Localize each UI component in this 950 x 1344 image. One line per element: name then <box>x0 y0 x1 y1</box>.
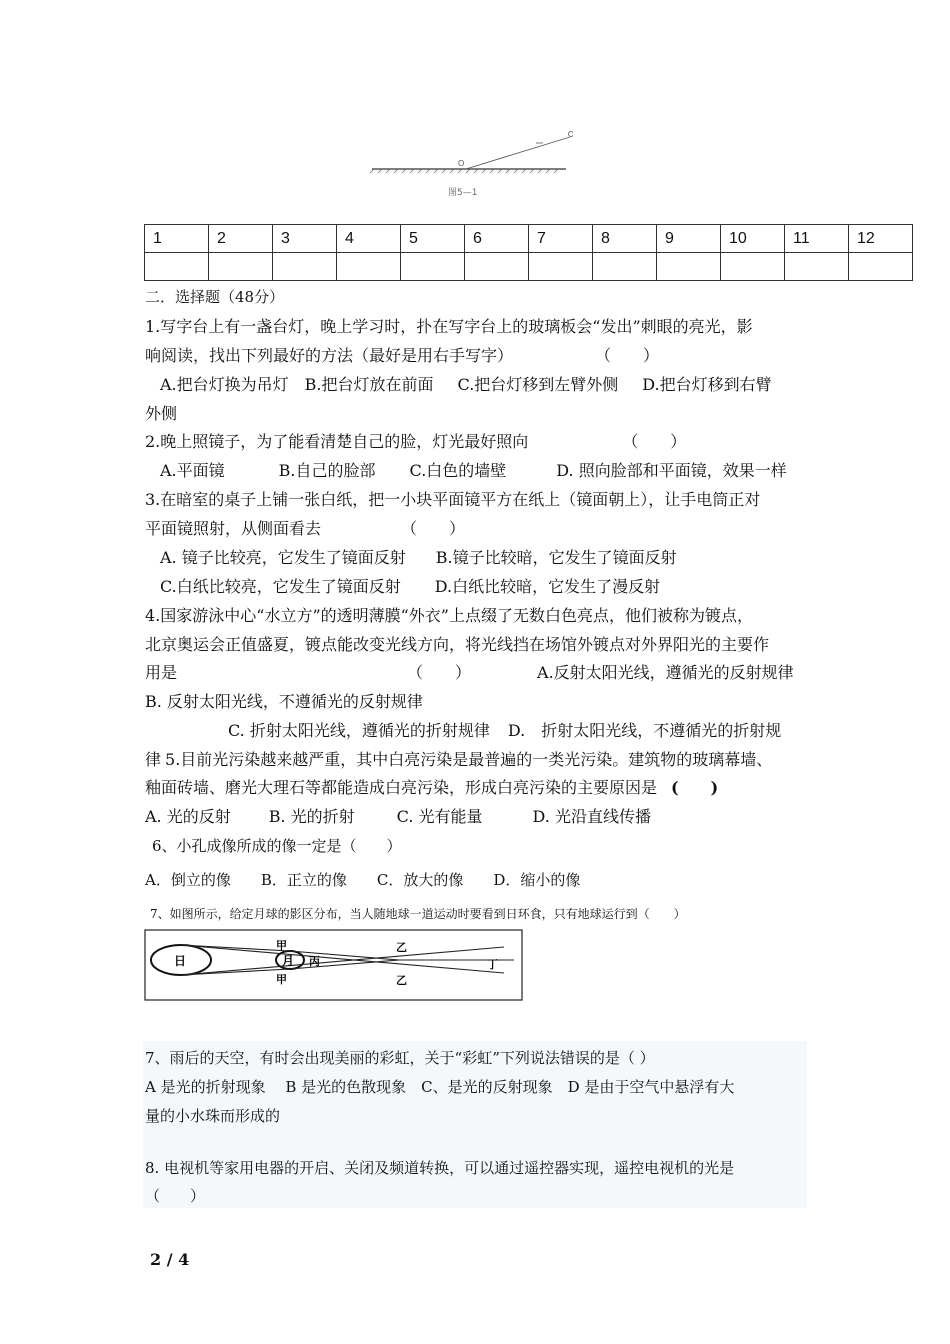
q1-stem-line1: 1.写字台上有一盏台灯，晚上学习时，扑在写字台上的玻璃板会“发出”刺眼的亮光，影 <box>145 317 753 336</box>
q3-stem-line1: 3.在暗室的桌子上铺一张白纸，把一小块平面镜平方在纸上（镜面朝上），让手电筒正对 <box>145 490 761 509</box>
answer-number-cell: 10 <box>721 225 785 253</box>
answer-cell[interactable] <box>785 253 849 281</box>
answer-number-cell: 5 <box>401 225 465 253</box>
answer-cell[interactable] <box>721 253 785 281</box>
q5-stem-line2: 釉面砖墙、磨光大理石等都能造成白亮污染，形成白亮污染的主要原因是 ( ) <box>145 778 719 797</box>
q8-answer-paren: （ ） <box>145 1187 206 1205</box>
q7a-stem: 7、如图所示，给定月球的影区分布，当人随地球一道运动时要看到日环食，只有地球运行到（ ） <box>150 907 686 921</box>
point-o-label: O <box>458 159 465 168</box>
q3-option-b: B.镜子比较暗，它发生了镜面反射 <box>435 548 677 567</box>
q6-option-a: A．倒立的像 <box>145 871 231 889</box>
answer-table <box>144 224 913 281</box>
q1-option-a: A.把台灯换为吊灯 <box>160 375 289 394</box>
label-bing: 丙 <box>309 955 320 968</box>
q3-option-c: C.白纸比较亮，它发生了镜面反射 <box>160 577 401 596</box>
sun-label: 日 <box>174 954 187 968</box>
q5-option-b: B. 光的折射 <box>268 807 355 826</box>
shadow-lines <box>181 945 514 975</box>
answer-number-cell: 8 <box>593 225 657 253</box>
q4-stem-line2: 北京奥运会正值盛夏，镀点能改变光线方向，将光线挡在场馆外镀点对外界阳光的主要作 <box>145 635 770 654</box>
label-jia-top: 甲 <box>276 939 287 952</box>
q4-stem-line3: 用是 （ ） A.反射太阳光线，遵循光的反射规律 <box>145 663 794 682</box>
moon-label: 月 <box>282 954 295 968</box>
answer-cell[interactable] <box>401 253 465 281</box>
q4-option-a: A.反射太阳光线，遵循光的反射规律 <box>537 663 794 682</box>
q4-option-d-cont: 律 <box>145 750 162 769</box>
q4-stem-line1: 4.国家游泳中心“水立方”的透明薄膜“外衣”上点缀了无数白色亮点，他们被称为镀点， <box>145 606 753 625</box>
answer-cell[interactable] <box>273 253 337 281</box>
answer-cell[interactable] <box>209 253 273 281</box>
q3-options-ab <box>160 548 677 568</box>
q3-option-a: A. 镜子比较亮，它发生了镜面反射 <box>160 548 406 567</box>
q7b-stem: 7、雨后的天空，有时会出现美丽的彩虹，关于“彩虹”下列说法错误的是（ ） <box>145 1049 655 1067</box>
q4-answer-paren: （ ） <box>407 663 472 682</box>
q2-option-c: C.白色的墙壁 <box>409 461 507 480</box>
answer-table-header-row <box>145 225 913 253</box>
answer-cell[interactable] <box>849 253 913 281</box>
q6-option-d: D．缩小的像 <box>493 871 581 889</box>
answer-cell[interactable] <box>337 253 401 281</box>
page-number: 2 / 4 <box>150 1250 190 1269</box>
answer-cell[interactable] <box>529 253 593 281</box>
label-jia-bottom: 甲 <box>276 973 287 986</box>
q5-options <box>145 807 651 827</box>
q2-options <box>160 461 787 481</box>
q8-stem: 8. 电视机等家用电器的开启、关闭及频道转换，可以通过遥控器实现，遥控电视机的光是 <box>145 1159 735 1177</box>
answer-number-cell: 4 <box>337 225 401 253</box>
q4-option-c: C. 折射太阳光线，遵循光的折射规律 <box>228 721 490 740</box>
q1-stem-line2: 响阅读，找出下列最好的方法（最好是用右手写字） （ ） <box>145 346 660 365</box>
section-title: 二．选择题（48分） <box>145 288 285 306</box>
lamp-icon <box>569 132 574 137</box>
q5-answer-paren: ( ) <box>671 778 719 797</box>
q2-stem: 2.晚上照镜子，为了能看清楚自己的脸，灯光最好照向 （ ） <box>145 432 687 451</box>
q3-options-cd <box>160 577 660 597</box>
label-yi-top: 乙 <box>396 941 407 954</box>
answer-cell[interactable] <box>465 253 529 281</box>
q2-option-a: A.平面镜 <box>160 461 225 480</box>
q4-option-b: B. 反射太阳光线，不遵循光的反射规律 <box>145 692 423 711</box>
answer-number-cell: 1 <box>145 225 209 253</box>
answer-number-cell: 11 <box>785 225 849 253</box>
answer-cell[interactable] <box>145 253 209 281</box>
label-ding: 丁 <box>487 958 498 971</box>
q4-options-cd <box>228 721 781 741</box>
q7b-options-cont: 量的小水珠而形成的 <box>145 1107 281 1125</box>
q1-option-d: D.把台灯移到右臂 <box>642 375 772 394</box>
figure-caption: 图5—1 <box>448 188 478 198</box>
q6-options <box>145 870 580 890</box>
answer-number-cell: 6 <box>465 225 529 253</box>
q5-option-d: D. 光沿直线传播 <box>532 807 651 826</box>
q3-stem-line2: 平面镜照射，从侧面看去 （ ） <box>145 519 466 538</box>
q2-option-d: D. 照向脸部和平面镜，效果一样 <box>556 461 787 480</box>
q1-option-d-cont: 外侧 <box>145 404 178 423</box>
answer-number-cell: 12 <box>849 225 913 253</box>
q5-option-a: A. 光的反射 <box>145 807 231 826</box>
q3-option-d: D.白纸比较暗，它发生了漫反射 <box>434 577 661 596</box>
reflection-figure <box>368 125 573 200</box>
q1-option-b: B.把台灯放在前面 <box>304 375 434 394</box>
q7b-options: A 是光的折射现象 B 是光的色散现象 C、是光的反射现象 D 是由于空气中悬浮有大 <box>145 1078 735 1096</box>
answer-number-cell: 3 <box>273 225 337 253</box>
answer-cell[interactable] <box>593 253 657 281</box>
answer-number-cell: 2 <box>209 225 273 253</box>
q3-answer-paren: （ ） <box>401 519 466 538</box>
q4-option-d: D. 折射太阳光线，不遵循光的折射规 <box>507 721 782 740</box>
q1-options <box>160 375 772 395</box>
q1-answer-paren: （ ） <box>595 346 660 365</box>
q5-stem-line1: 律 5.目前光污染越来越严重，其中白亮污染是最普遍的一类光污染。建筑物的玻璃幕墙、 <box>145 750 773 769</box>
q2-option-b: B.自己的脸部 <box>278 461 376 480</box>
label-yi-bottom: 乙 <box>396 974 407 987</box>
eclipse-figure <box>144 929 528 1003</box>
q6-stem: 6、小孔成像所成的像一定是（ ） <box>152 837 402 855</box>
answer-number-cell: 9 <box>657 225 721 253</box>
light-ray <box>466 137 570 169</box>
q6-option-c: C．放大的像 <box>376 871 464 889</box>
answer-cell[interactable] <box>657 253 721 281</box>
q6-option-b: B．正立的像 <box>260 871 347 889</box>
answer-table-input-row <box>145 253 913 281</box>
q5-option-c: C. 光有能量 <box>396 807 483 826</box>
q2-answer-paren: （ ） <box>622 432 687 451</box>
answer-number-cell: 7 <box>529 225 593 253</box>
q1-option-c: C.把台灯移到左臂外侧 <box>457 375 619 394</box>
